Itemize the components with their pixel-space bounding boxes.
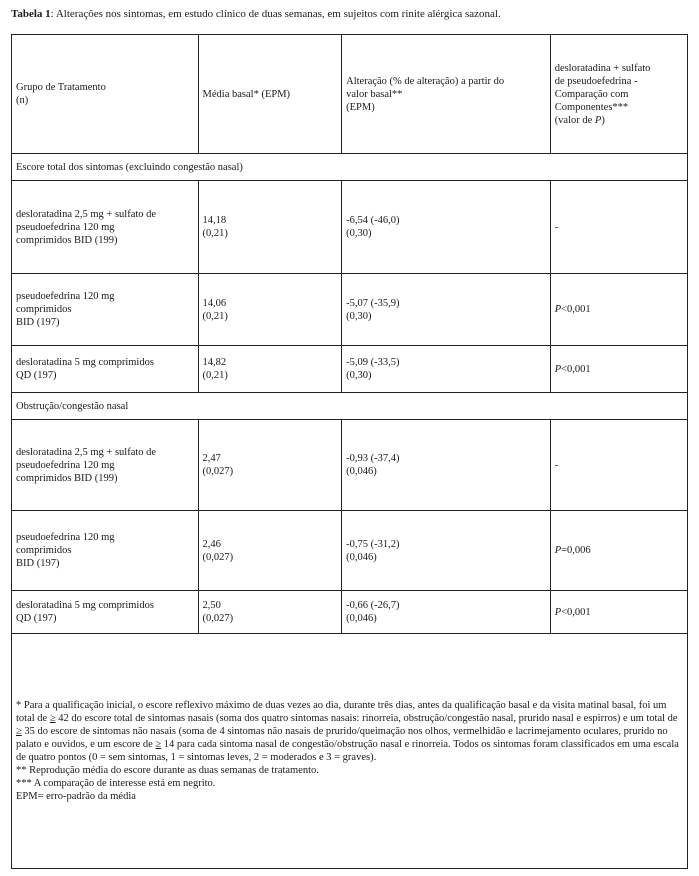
header-treatment-group: Grupo de Tratamento (n) <box>12 35 199 154</box>
cell-change: -5,09 (-33,5) (0,30) <box>342 346 551 393</box>
header-change-from-baseline: Alteração (% de alteração) a partir do valor basal** (EPM) <box>342 35 551 154</box>
results-table <box>11 34 688 869</box>
header-baseline-mean: Média basal* (EPM) <box>198 35 342 154</box>
caption-label: Tabela 1 <box>11 8 51 20</box>
cell-baseline: 14,82 (0,21) <box>198 346 342 393</box>
caption-text: : Alterações nos sintomas, em estudo clínico de duas semanas, em sujeitos com rinite alérgica sazonal. <box>50 8 501 20</box>
cell-group: desloratadina 2,5 mg + sulfato de pseudoefedrina 120 mg comprimidos BID (199) <box>12 420 199 511</box>
cell-p-value: P<0,001 <box>550 591 687 634</box>
footnote-epm: EPM= erro-padrão da média <box>16 791 136 802</box>
table-row <box>12 181 688 274</box>
table-header-row <box>12 35 688 154</box>
cell-group: desloratadina 5 mg comprimidos QD (197) <box>12 346 199 393</box>
cell-baseline: 2,46 (0,027) <box>198 511 342 591</box>
table-row <box>12 420 688 511</box>
section-header-total-symptom-score: Escore total dos sintomas (excluindo congestão nasal) <box>12 154 688 181</box>
table-row <box>12 511 688 591</box>
cell-baseline: 2,50 (0,027) <box>198 591 342 634</box>
cell-p-value: P<0,001 <box>550 274 687 346</box>
cell-group: pseudoefedrina 120 mg comprimidos BID (197) <box>12 511 199 591</box>
cell-p-value: P<0,001 <box>550 346 687 393</box>
table-row <box>12 591 688 634</box>
table-caption <box>11 8 691 21</box>
header-comparison-p-value: desloratadina + sulfato de pseudoefedrina - Comparação com Componentes*** (valor de P) <box>550 35 687 154</box>
cell-p-value: P=0,006 <box>550 511 687 591</box>
cell-group: desloratadina 2,5 mg + sulfato de pseudoefedrina 120 mg comprimidos BID (199) <box>12 181 199 274</box>
cell-baseline: 14,18 (0,21) <box>198 181 342 274</box>
footnote-mean-score: ** Reprodução média do escore durante as duas semanas de tratamento. <box>16 765 319 776</box>
footnotes-row <box>12 634 688 869</box>
footnotes <box>12 634 688 869</box>
cell-change: -5,07 (-35,9) (0,30) <box>342 274 551 346</box>
cell-group: pseudoefedrina 120 mg comprimidos BID (197) <box>12 274 199 346</box>
cell-p-value: - <box>550 181 687 274</box>
cell-change: -6,54 (-46,0) (0,30) <box>342 181 551 274</box>
cell-p-value: - <box>550 420 687 511</box>
cell-baseline: 14,06 (0,21) <box>198 274 342 346</box>
cell-baseline: 2,47 (0,027) <box>198 420 342 511</box>
section-header-nasal-congestion: Obstrução/congestão nasal <box>12 393 688 420</box>
cell-change: -0,75 (-31,2) (0,046) <box>342 511 551 591</box>
cell-group: desloratadina 5 mg comprimidos QD (197) <box>12 591 199 634</box>
cell-change: -0,66 (-26,7) (0,046) <box>342 591 551 634</box>
footnote-comparison: *** A comparação de interesse está em negrito. <box>16 778 216 789</box>
table-row <box>12 346 688 393</box>
table-row <box>12 274 688 346</box>
cell-change: -0,93 (-37,4) (0,046) <box>342 420 551 511</box>
footnote-qualification: * Para a qualificação inicial, o escore reflexivo máximo de duas vezes ao dia, durante três dias, antes da qualificação basal e da visita matinal basal, foi um total de ≥ 42 do escore total de sintomas nasais (soma dos quatro sintomas nasais: rinorreia, obstrução/congestão nasal, prurido nasal e espirros) e um total de ≥ 35 do escore de sintomas não nasais (soma de 4 sintomas não nasais de prurido/queimação nos olhos, vermelhidão e lacrimejamento oculares, prurido no palato e ouvidos, e um escore de ≥ 14 para cada sintoma nasal de congestão/obstrução nasal e rinorreia. Todos os sintomas foram classificados em uma escala de quatro pontos (0 = sem sintomas, 1 = sintomas leves, 2 = moderados e 3 = graves). <box>16 700 679 763</box>
